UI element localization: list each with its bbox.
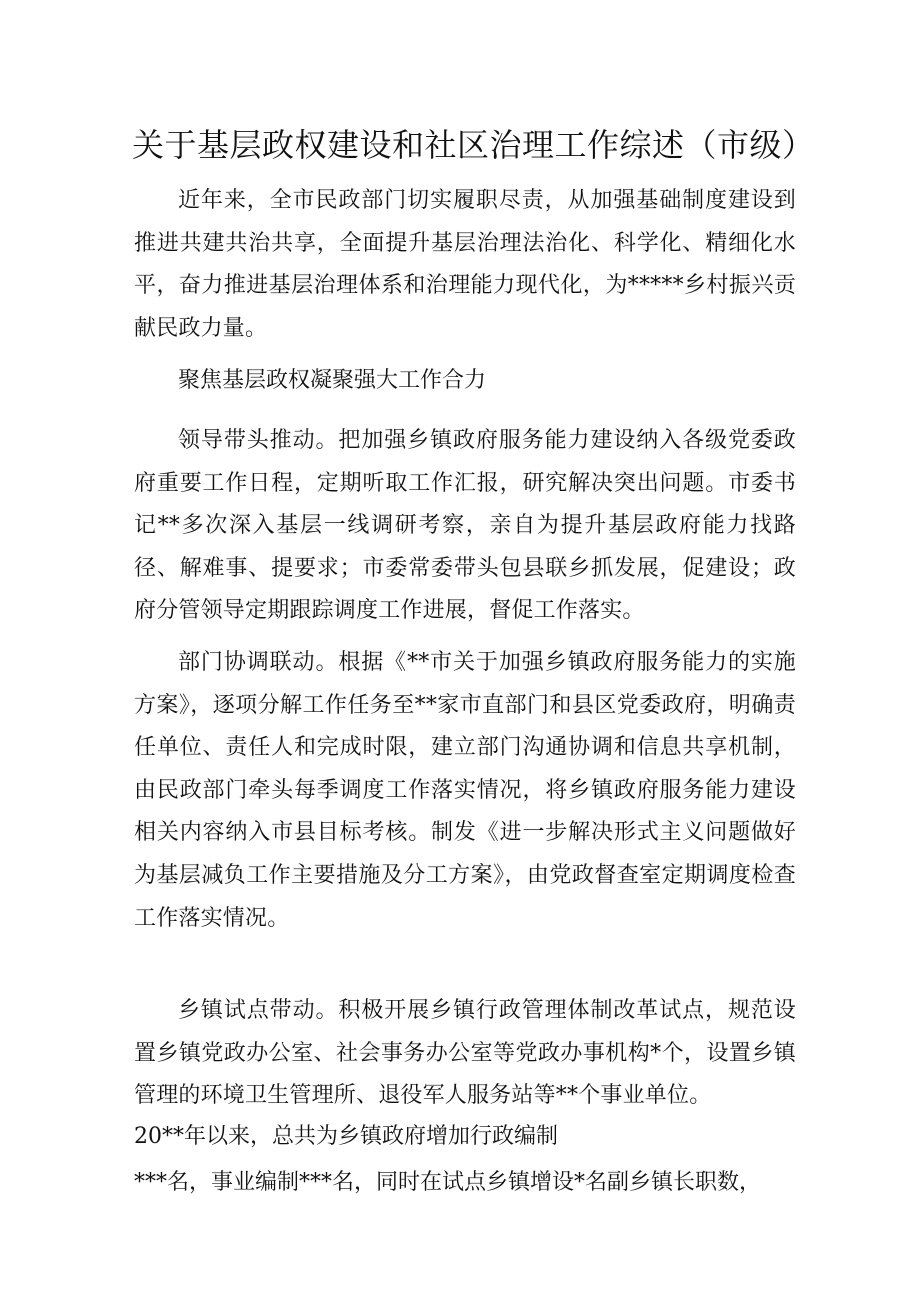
intro-paragraph: 近年来，全市民政部门切实履职尽责，从加强基础制度建设到推进共建共治共享，全面提升基层治理法治化、科学化、精细化水平，奋力推进基层治理体系和治理能力现代化，为*****乡村振兴贡献民政力量。 xyxy=(134,188,796,341)
paragraph-leadership: 领导带头推动。把加强乡镇政府服务能力建设纳入各级党委政府重要工作日程，定期听取工作汇报，研究解决突出问题。市委书记**多次深入基层一线调研考察，亲自为提升基层政府能力找路径、解难事、提要求；市委常委带头包县联乡抓发展，促建设；政府分管领导定期跟踪调度工作进展，督促工作落实。 xyxy=(134,428,796,624)
section-heading: 聚焦基层政权凝聚强大工作合力 xyxy=(178,368,487,393)
paragraph-township-pilot: 乡镇试点带动。积极开展乡镇行政管理体制改革试点，规范设置乡镇党政办公室、社会事务办公室等党政办事机构*个，设置乡镇管理的环境卫生管理所、退役军人服务站等**个事业单位。 xyxy=(134,998,796,1109)
paragraph-staffing-continuation: ***名，事业编制***名，同时在试点乡镇增设*名副乡镇长职数， xyxy=(134,1170,762,1195)
paragraph-department-coordination: 部门协调联动。根据《**市关于加强乡镇政府服务能力的实施方案》，逐项分解工作任务至**家市直部门和县区党委政府，明确责任单位、责任人和完成时限，建立部门沟通协调和信息共享机制，由民政部门牵头每季调度工作落实情况，将乡镇政府服务能力建设相关内容纳入市县目标考核。制发《进一步解决形式主义问题做好为基层减负工作主要措施及分工方案》，由党政督查室定期调度检查工作落实情况。 xyxy=(134,650,796,931)
document-title: 关于基层政权建设和社区治理工作综述（市级） xyxy=(132,126,815,164)
paragraph-staffing-line: 20**年以来，总共为乡镇政府增加行政编制 xyxy=(134,1124,558,1149)
